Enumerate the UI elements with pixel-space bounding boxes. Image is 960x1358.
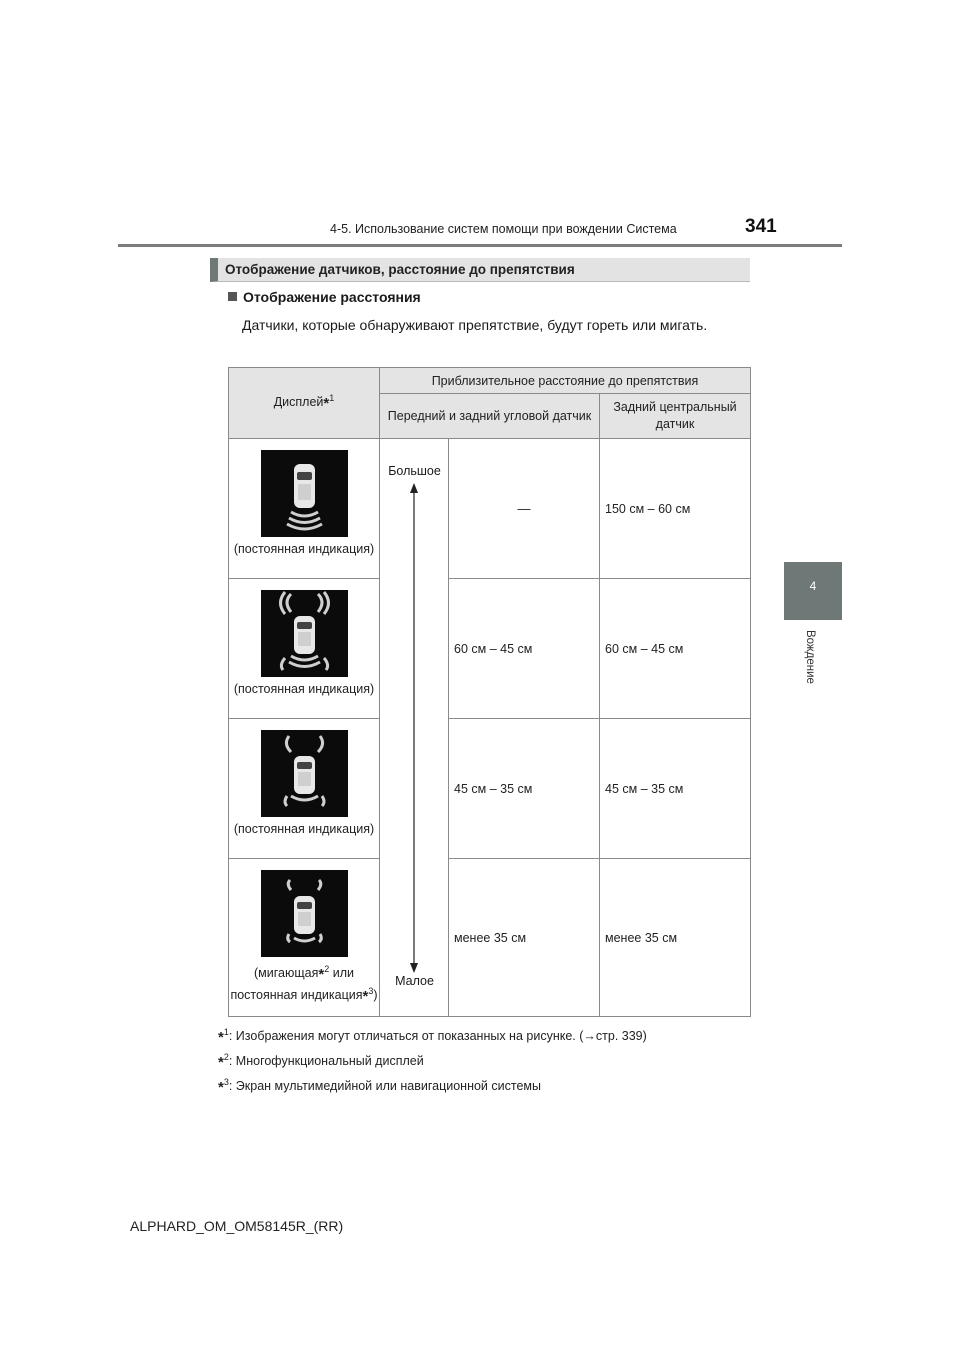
front-value-cell: 60 см – 45 см (449, 579, 600, 719)
scale-top-label: Большое (388, 464, 441, 478)
footnote-2: *$^2$: Многофункциональный дисплей (218, 1052, 424, 1072)
col-header-rear: Задний центральный датчик (600, 394, 751, 439)
front-value-cell: — (449, 439, 600, 579)
col-header-display-text: Дисплей (273, 395, 324, 410)
table-row (229, 579, 751, 719)
chapter-label: Вождение (804, 630, 816, 684)
front-value-cell: менее 35 см (449, 859, 600, 1017)
chapter-tab[interactable] (784, 562, 842, 620)
display-caption: (постоянная индикация) (233, 822, 375, 836)
rear-value-cell: 45 см – 35 см (600, 719, 751, 859)
header-title: 4-5. Использование систем помощи при вождении Система (330, 222, 677, 236)
footnote-ref: 1 (329, 393, 335, 404)
subsection-heading-text: Отображение расстояния (243, 289, 421, 305)
table-row (229, 719, 751, 859)
parking-sensor-display-medium-icon (261, 590, 348, 677)
display-cell (229, 719, 380, 859)
parking-sensor-display-far-icon (261, 450, 348, 537)
display-caption: (постоянная индикация) (233, 542, 375, 556)
intro-paragraph: Датчики, которые обнаруживают препятствие, будут гореть или мигать. (242, 317, 708, 333)
double-arrow-icon (407, 483, 421, 973)
chapter-number: 4 (809, 579, 817, 593)
display-caption: (постоянная индикация) (233, 682, 375, 696)
table-row (229, 439, 751, 579)
col-header-front: Передний и задний угловой датчик (380, 394, 600, 439)
subsection-heading (228, 289, 421, 305)
distance-table (228, 367, 751, 1017)
display-cell (229, 859, 380, 1017)
header-rule (118, 244, 842, 247)
section-title: Отображение датчиков, расстояние до препятствия (225, 262, 575, 277)
col-header-distance: Приблизительное расстояние до препятствия (380, 368, 751, 394)
distance-scale (380, 439, 449, 1017)
front-value-cell: 45 см – 35 см (449, 719, 600, 859)
footnote-star: * (323, 395, 330, 413)
rear-value-cell: 150 см – 60 см (600, 439, 751, 579)
scale-bottom-label: Малое (395, 974, 434, 988)
col-header-display (229, 368, 380, 439)
display-cell (229, 439, 380, 579)
section-bar (210, 258, 750, 282)
rear-value-cell: 60 см – 45 см (600, 579, 751, 719)
square-bullet-icon (228, 292, 237, 301)
footer-code: ALPHARD_OM_OM58145R_(RR) (130, 1218, 344, 1234)
parking-sensor-display-near-icon (261, 730, 348, 817)
footnote-1: *$^1$: Изображения могут отличаться от показанных на рисунке. (→стр. 339) (218, 1027, 647, 1047)
parking-sensor-display-closest-icon (261, 870, 348, 957)
footnote-3: *$^3$: Экран мультимедийной или навигационной системы (218, 1077, 541, 1097)
display-caption: (мигающая*$^2$ или постоянная индикация*$^3$) (230, 964, 378, 1006)
rear-value-cell: менее 35 см (600, 859, 751, 1017)
page-number: 341 (745, 216, 777, 237)
display-cell (229, 579, 380, 719)
table-row (229, 859, 751, 1017)
